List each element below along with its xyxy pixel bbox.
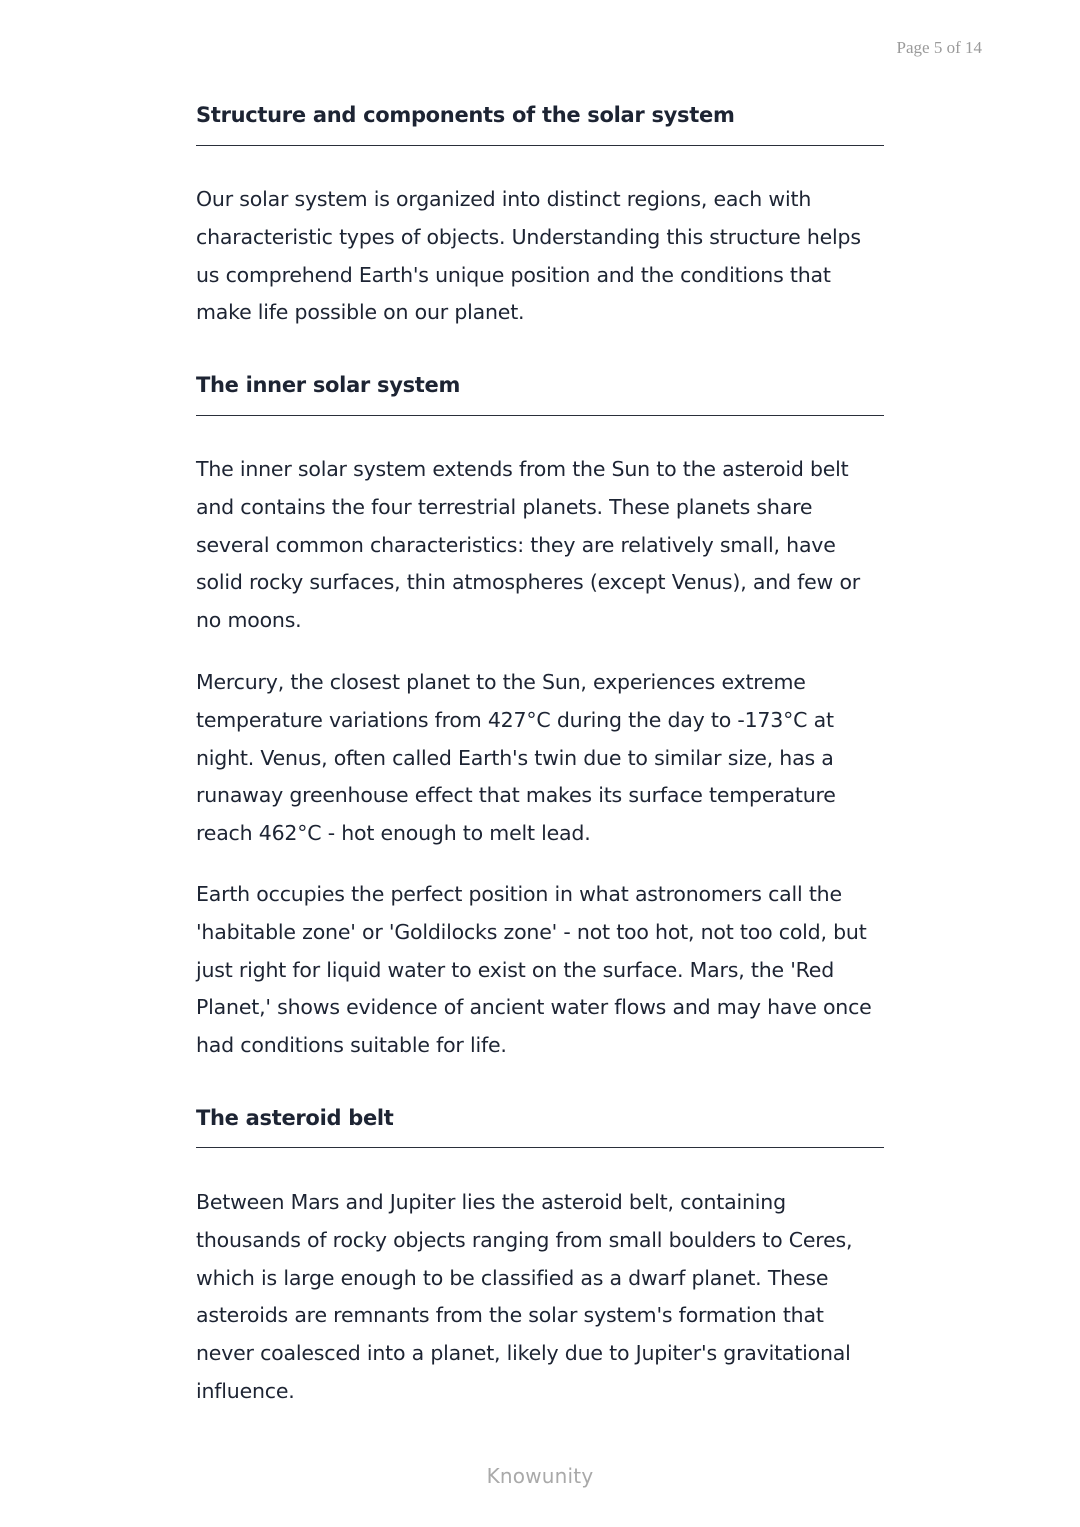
paragraph-mercury-venus: Mercury, the closest planet to the Sun, experiences extreme temperature variations from 427°C during the day to -173°C at night. Venus, often called Earth's twin due to similar size, has a runaway greenhouse effect that makes its surface temperature reach 462°C - hot enough to melt lead. <box>196 670 836 846</box>
paragraph-structure-intro: Our solar system is organized into distinct regions, each with characteristic types of objects. Understanding this structure helps us comprehend Earth's unique position and the conditions that make life possible on our planet. <box>196 187 861 325</box>
page-number: Page 5 of 14 <box>896 38 982 57</box>
section-divider <box>196 145 884 146</box>
paragraph-earth-mars: Earth occupies the perfect position in what astronomers call the 'habitable zone' or 'Goldilocks zone' - not too hot, not too cold, but just right for liquid water to exist on the surface. Mars, the 'Red Planet,' shows evidence of ancient water flows and may have once had conditions suitable for life. <box>196 882 872 1058</box>
section-title-inner-solar-system: The inner solar system <box>196 373 461 397</box>
section-divider <box>196 415 884 416</box>
paragraph-asteroid-belt: Between Mars and Jupiter lies the asteroid belt, containing thousands of rocky objects ranging from small boulders to Ceres, which is large enough to be classified as a dwarf planet. These asteroids are remnants from the solar system's formation that never coalesced into a planet, likely due to Jupiter's gravitational influence. <box>196 1190 853 1403</box>
section-title-structure: Structure and components of the solar system <box>196 103 735 127</box>
section-divider <box>196 1147 884 1148</box>
footer-brand-logo: Knowunity <box>486 1464 594 1488</box>
section-title-asteroid-belt: The asteroid belt <box>196 1106 394 1130</box>
paragraph-inner-overview: The inner solar system extends from the Sun to the asteroid belt and contains the four terrestrial planets. These planets share several common characteristics: they are relatively small, have solid rocky surfaces, thin atmospheres (except Venus), and few or no moons. <box>196 457 861 633</box>
